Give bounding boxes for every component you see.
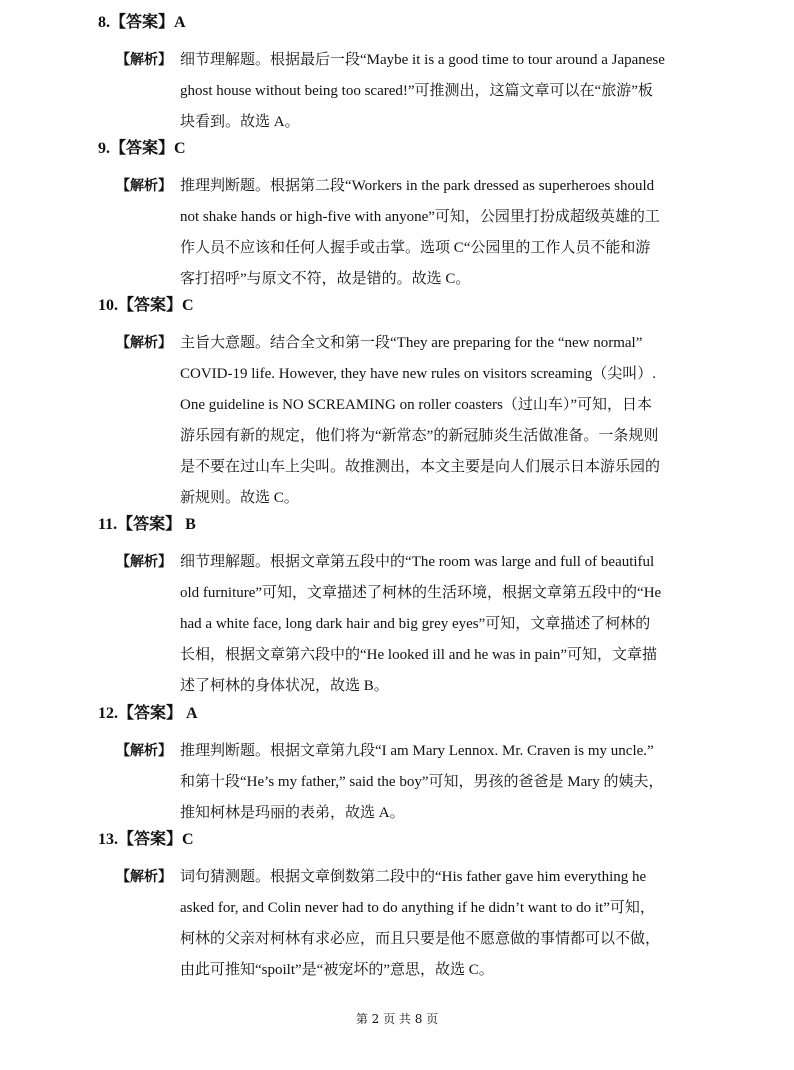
explanation-label: 【解析】 [116,52,172,68]
explanation-line: 推理判断题。根据第二段“Workers in the park dressed as superheroes should [180,178,655,194]
page-number-footer: 第 2 页 共 8 页 [355,1012,439,1026]
explanation-line: 词句猜测题。根据文章倒数第二段中的“His father gave him everything he [180,869,647,885]
explanation-line: 推知柯林是玛丽的表弟，故选 A。 [180,805,405,821]
explanation-line: 细节理解题。根据文章第五段中的“The room was large and full of beautiful [180,554,655,570]
explanation-line: ghost house without being too scared!”可推测出，这篇文章可以在“旅游”板 [180,83,653,99]
explanation-line: One guideline is NO SCREAMING on roller coasters（过山车）”可知，日本 [180,397,653,413]
explanation [98,736,738,829]
explanation-label: 【解析】 [116,178,172,194]
explanation-line: 游乐园有新的规定，他们将为“新常态”的新冠肺炎生活做准备。一条规则 [180,428,659,444]
explanation-line: 客打招呼”与原文不符，故是错的。故选 C。 [180,271,471,287]
answer-item-12 [98,704,738,829]
explanation-line: 柯林的父亲对柯林有求必应，而且只要是他不愿意做的事情都可以不做， [180,931,661,947]
explanation-line: had a white face, long dark hair and big grey eyes”可知，文章描述了柯林的 [180,616,651,632]
answer-item-11 [98,515,738,702]
explanation-line: old furniture”可知，文章描述了柯林的生活环境，根据文章第五段中的“He [180,585,662,601]
explanation [98,45,738,138]
explanation-label: 【解析】 [116,869,172,885]
explanation [98,328,738,514]
explanation-line: 作人员不应该和任何人握手或击掌。选项 C“公园里的工作人员不能和游 [180,240,651,256]
answer-item-13 [98,830,738,986]
answer-heading: 9.【答案】C [98,140,186,157]
explanation-line: COVID-19 life. However, they have new rules on visitors screaming（尖叫）. [180,366,656,382]
answer-heading: 13.【答案】C [98,831,194,848]
explanation-label: 【解析】 [116,554,172,570]
explanation-line: 推理判断题。根据文章第九段“I am Mary Lennox. Mr. Craven is my uncle.” [180,743,654,759]
explanation-line: 主旨大意题。结合全文和第一段“They are preparing for the “new normal” [180,335,643,351]
explanation [98,171,738,295]
explanation-line: 长相，根据文章第六段中的“He looked ill and he was in pain”可知，文章描 [180,647,658,663]
explanation [98,547,738,702]
explanation-line: 述了柯林的身体状况，故选 B。 [180,678,389,694]
explanation-label: 【解析】 [116,335,172,351]
answer-item-8 [98,13,738,138]
answer-heading: 8.【答案】A [98,14,186,31]
explanation-line: 由此可推知“spoilt”是“被宠坏的”意思，故选 C。 [180,962,494,978]
answer-item-9 [98,139,738,295]
explanation-line: 是不要在过山车上尖叫。故推测出，本文主要是向人们展示日本游乐园的 [180,459,661,475]
explanation-line: 块看到。故选 A。 [180,114,300,130]
explanation-line: asked for, and Colin never had to do anything if he didn’t want to do it”可知， [180,900,655,916]
answer-heading: 10.【答案】C [98,297,194,314]
explanation-line: 细节理解题。根据最后一段“Maybe it is a good time to tour around a Japanese [180,52,665,68]
explanation [98,862,738,986]
explanation-line: not shake hands or high-five with anyone”可知，公园里打扮成超级英雄的工 [180,209,660,225]
explanation-line: 和第十段“He’s my father,” said the boy”可知，男孩的爸爸是 Mary 的姨夫， [180,774,664,790]
answer-heading: 12.【答案】 A [98,705,198,722]
answer-item-10 [98,296,738,514]
explanation-label: 【解析】 [116,743,172,759]
explanation-line: 新规则。故选 C。 [180,490,299,506]
answer-heading: 11.【答案】 B [98,516,196,533]
